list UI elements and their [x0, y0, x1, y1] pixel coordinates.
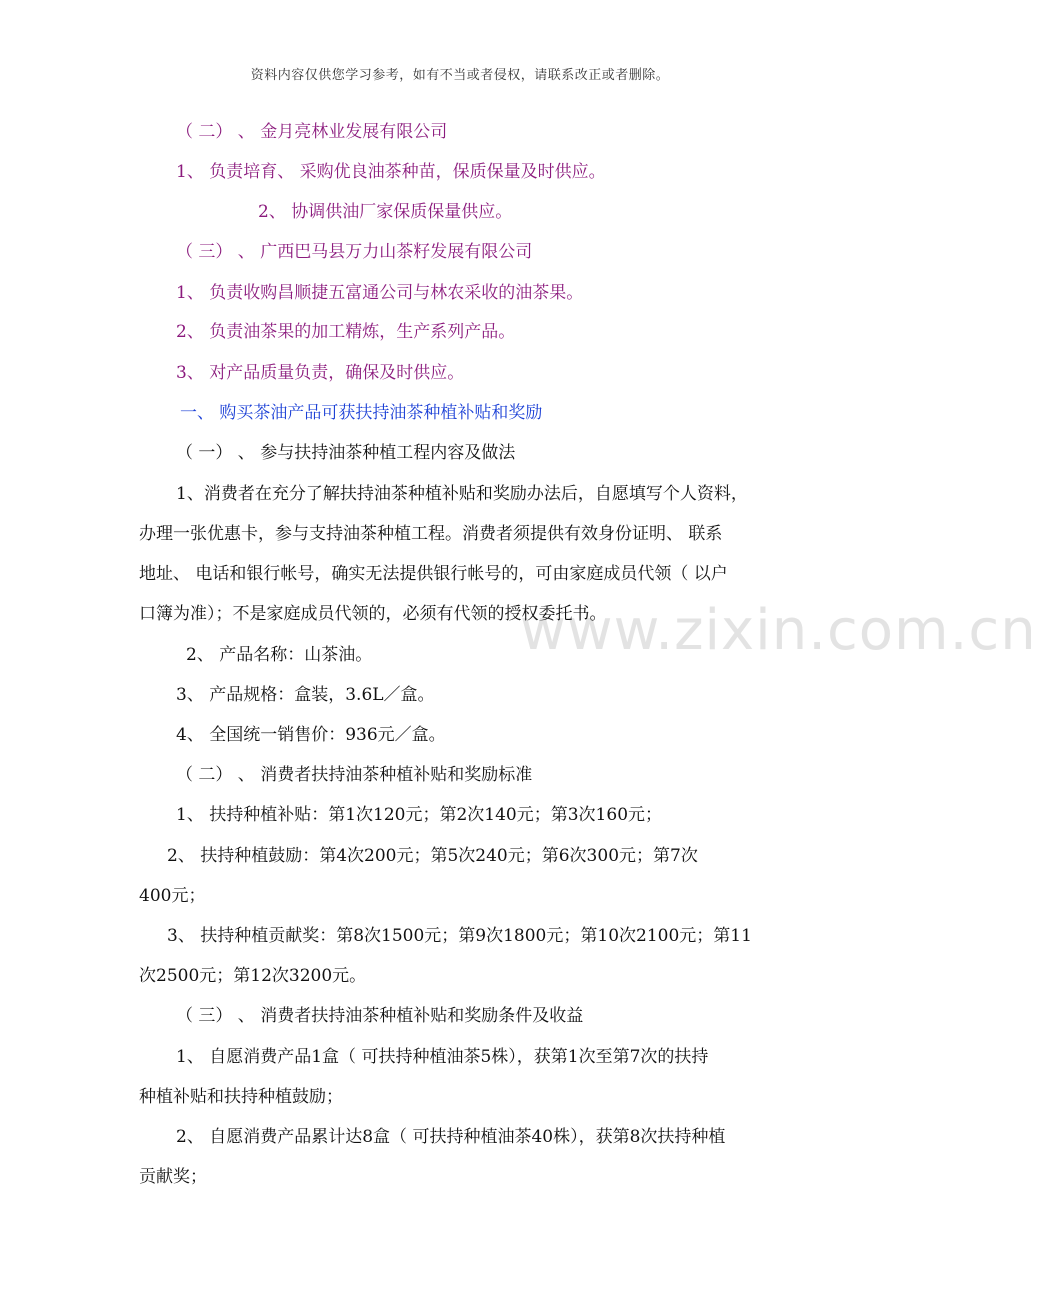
sub1-item-4: 4、 全国统一销售价：936元／盒。 [176, 725, 446, 745]
disclaimer-notice: 资料内容仅供您学习参考，如有不当或者侵权，请联系改正或者删除。 [250, 68, 670, 83]
sub1-paragraph-line-4: 口簿为准）；不是家庭成员代领的，必须有代领的授权委托书。 [139, 604, 607, 624]
watermark: www.zixin.com.cn [520, 598, 1037, 663]
company3-heading: （ 三） 、 广西巴马县万力山茶籽发展有限公司 [176, 242, 533, 262]
sub3-item-2-line-1: 2、 自愿消费产品累计达8盒（ 可扶持种植油茶40株），获第8次扶持种植 [176, 1127, 726, 1147]
sub1-item-3: 3、 产品规格：盒装，3.6L／盒。 [176, 685, 435, 705]
sub1-heading: （ 一） 、 参与扶持油茶种植工程内容及做法 [176, 443, 516, 463]
sub2-item-3-line-2: 次2500元；第12次3200元。 [139, 966, 367, 986]
sub1-paragraph-line-3: 地址、 电话和银行帐号，确实无法提供银行帐号的，可由家庭成员代领（ 以户 [139, 564, 728, 584]
main-section-heading: 一、 购买茶油产品可获扶持油茶种植补贴和奖励 [180, 403, 543, 423]
company2-item-1: 1、 负责培育、 采购优良油茶种苗，保质保量及时供应。 [176, 162, 606, 182]
sub2-item-2-line-1: 2、 扶持种植鼓励：第4次200元；第5次240元；第6次300元；第7次 [167, 846, 698, 866]
sub3-item-2-line-2: 贡献奖； [139, 1167, 207, 1187]
sub2-item-1: 1、 扶持种植补贴：第1次120元；第2次140元；第3次160元； [176, 805, 663, 825]
company2-item-2: 2、 协调供油厂家保质保量供应。 [258, 202, 513, 222]
company3-item-3: 3、 对产品质量负责，确保及时供应。 [176, 363, 465, 383]
sub2-item-3-line-1: 3、 扶持种植贡献奖：第8次1500元；第9次1800元；第10次2100元；第11 [167, 926, 752, 946]
sub2-heading: （ 二） 、 消费者扶持油茶种植补贴和奖励标准 [176, 765, 533, 785]
company2-heading: （ 二） 、 金月亮林业发展有限公司 [176, 122, 448, 142]
company3-item-2: 2、 负责油茶果的加工精炼，生产系列产品。 [176, 322, 516, 342]
company3-item-1: 1、 负责收购昌顺捷五富通公司与林农采收的油茶果。 [176, 283, 584, 303]
sub1-item-2: 2、 产品名称：山茶油。 [186, 645, 373, 665]
sub1-paragraph-line-2: 办理一张优惠卡，参与支持油茶种植工程。消费者须提供有效身份证明、 联系 [139, 524, 723, 544]
sub1-paragraph-line-1: 1、消费者在充分了解扶持油茶种植补贴和奖励办法后，自愿填写个人资料， [176, 484, 748, 504]
sub2-item-2-line-2: 400元； [139, 886, 206, 906]
sub3-item-1-line-1: 1、 自愿消费产品1盒（ 可扶持种植油茶5株），获第1次至第7次的扶持 [176, 1047, 709, 1067]
sub3-item-1-line-2: 种植补贴和扶持种植鼓励； [139, 1087, 343, 1107]
sub3-heading: （ 三） 、 消费者扶持油茶种植补贴和奖励条件及收益 [176, 1006, 584, 1026]
